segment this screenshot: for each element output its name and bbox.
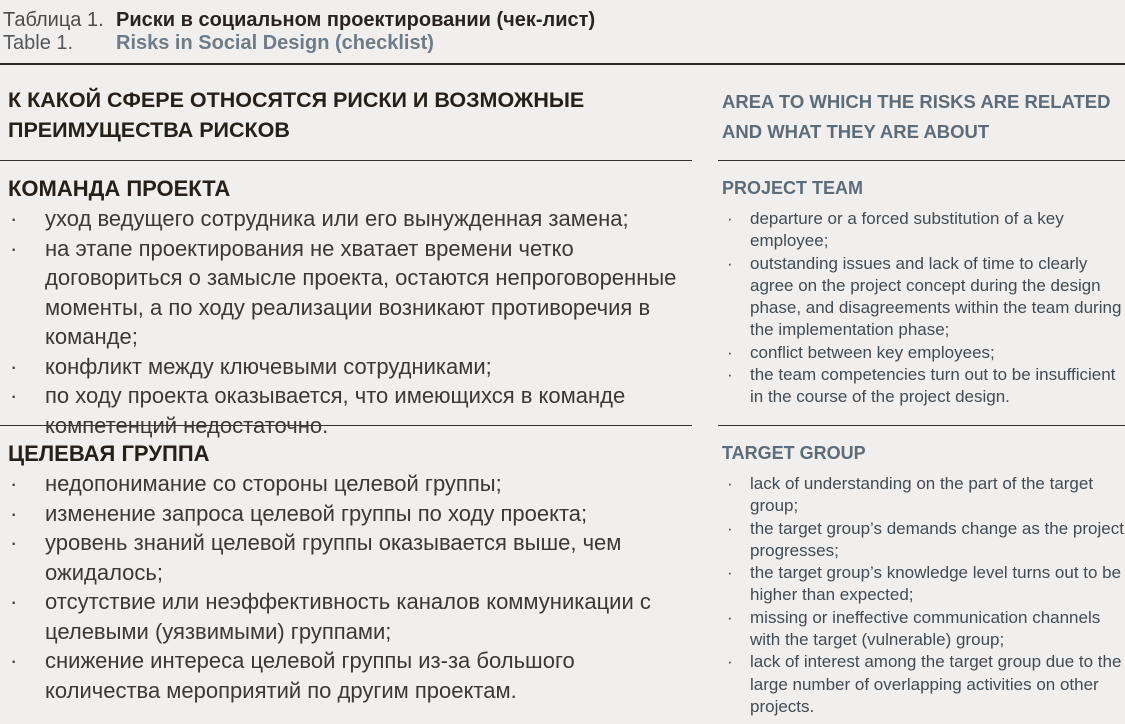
caption-title-en: Risks in Social Design (checklist) [116,32,434,54]
risk-item-text: снижение интереса целевой группы из-за большого количества мероприятий по другим проектам. [45,648,575,703]
risk-list-en [722,208,1125,409]
risk-item-text: missing or ineffective communication channels with the target (vulnerable) group; [750,607,1101,650]
risk-item [722,253,1125,342]
risk-item-text: уровень знаний целевой группы оказывается выше, чем ожидалось; [45,530,622,585]
bilingual-risks-table [0,63,1125,716]
risk-item [8,234,692,352]
risk-item [722,651,1125,718]
caption-label-en: Table 1. [3,32,74,54]
risk-item-text: conflict between key employees; [750,342,995,362]
caption-title-ru: Риски в социальном проектировании (чек-лист) [116,9,596,31]
bullet-marker: · [10,589,18,614]
risk-item-text: lack of understanding on the part of the target group; [750,474,1094,516]
bullet-marker: · [727,474,733,493]
risk-item [8,587,692,646]
column-header-ru: К КАКОЙ СФЕРЕ ОТНОСЯТСЯ РИСКИ И ВОЗМОЖНЫЕ ПРЕИМУЩЕСТВА РИСКОВ [0,65,692,161]
risk-item [8,646,692,705]
risk-item-text: изменение запроса целевой группы по ходу проекта; [45,500,588,526]
risk-item [722,342,1125,364]
caption-label-ru: Таблица 1. [3,9,104,31]
bullet-marker: · [727,518,733,538]
bullet-marker: · [727,209,733,228]
section-target-group-en [718,426,1125,718]
table-caption-en [3,32,1125,55]
risk-item [722,518,1125,563]
risk-item-text: the target group’s demands change as the project progresses; [750,518,1124,560]
risk-item-text: the team competencies turn out to be insufficient in the course of the project design. [750,365,1116,407]
risk-item [8,204,692,234]
risk-item-text: the target group’s knowledge level turns out to be higher than expected; [750,563,1122,605]
bullet-marker: · [10,500,18,526]
risk-item [722,364,1125,409]
bullet-marker: · [727,652,733,672]
risk-item-text: departure or a forced substitution of a key employee; [750,209,1064,251]
bullet-marker: · [10,383,18,408]
bullet-marker: · [727,563,733,583]
bullet-marker: · [727,607,733,627]
table-caption [0,0,1125,61]
risk-item [8,352,692,382]
risk-item-text: lack of interest among the target group due to the large number of overlapping activities on other projects. [750,652,1122,716]
bullet-marker: · [10,353,18,379]
section-heading-en: PROJECT TEAM [722,178,864,198]
risk-item-text: конфликт между ключевыми сотрудниками; [45,353,492,379]
bullet-marker: · [10,235,18,261]
risk-item-text: по ходу проекта оказывается, что имеющихся в команде компетенций недостаточно. [45,383,626,438]
column-header-en: AREA TO WHICH THE RISKS ARE RELATED AND WHAT THEY ARE ABOUT [718,65,1125,161]
risk-item-text: outstanding issues and lack of time to clearly agree on the project concept during the design phase, and disagreements within the team during the implementation phase; [750,253,1122,340]
bullet-marker: · [10,206,18,231]
risk-item [722,562,1125,607]
risk-item-text: уход ведущего сотрудника или его вынужденная замена; [45,206,629,231]
risk-item-text: недопонимание со стороны целевой группы; [45,471,502,496]
section-heading-ru: КОМАНДА ПРОЕКТА [8,176,231,201]
table-caption-ru [3,9,1125,32]
bullet-marker: · [10,648,18,673]
bullet-marker: · [727,253,733,273]
section-heading-en: TARGET GROUP [722,443,866,463]
risk-list-ru [8,469,692,705]
risk-item [8,528,692,587]
risk-item [8,381,692,440]
risk-item [8,499,692,529]
section-target-group-ru [0,426,692,718]
risk-list-ru [8,204,692,440]
bullet-marker: · [727,342,733,362]
risk-item [722,607,1125,652]
section-project-team-en [718,161,1125,426]
section-project-team-ru [0,161,692,438]
risk-item-text: на этапе проектирования не хватает времени четко договориться о замысле проекта, остаются непроговоренные моменты, а по ходу реализации возникают противоречия в команде; [45,235,677,349]
bullet-marker: · [10,471,18,496]
section-heading-ru: ЦЕЛЕВАЯ ГРУППА [8,441,210,466]
bullet-marker: · [727,365,733,385]
risk-item-text: отсутствие или неэффективность каналов коммуникации с целевыми (уязвимыми) группами; [45,589,651,644]
bullet-marker: · [10,530,18,555]
risk-item [722,473,1125,518]
risk-item [8,469,692,499]
risk-item [722,208,1125,253]
risk-list-en [722,473,1125,718]
